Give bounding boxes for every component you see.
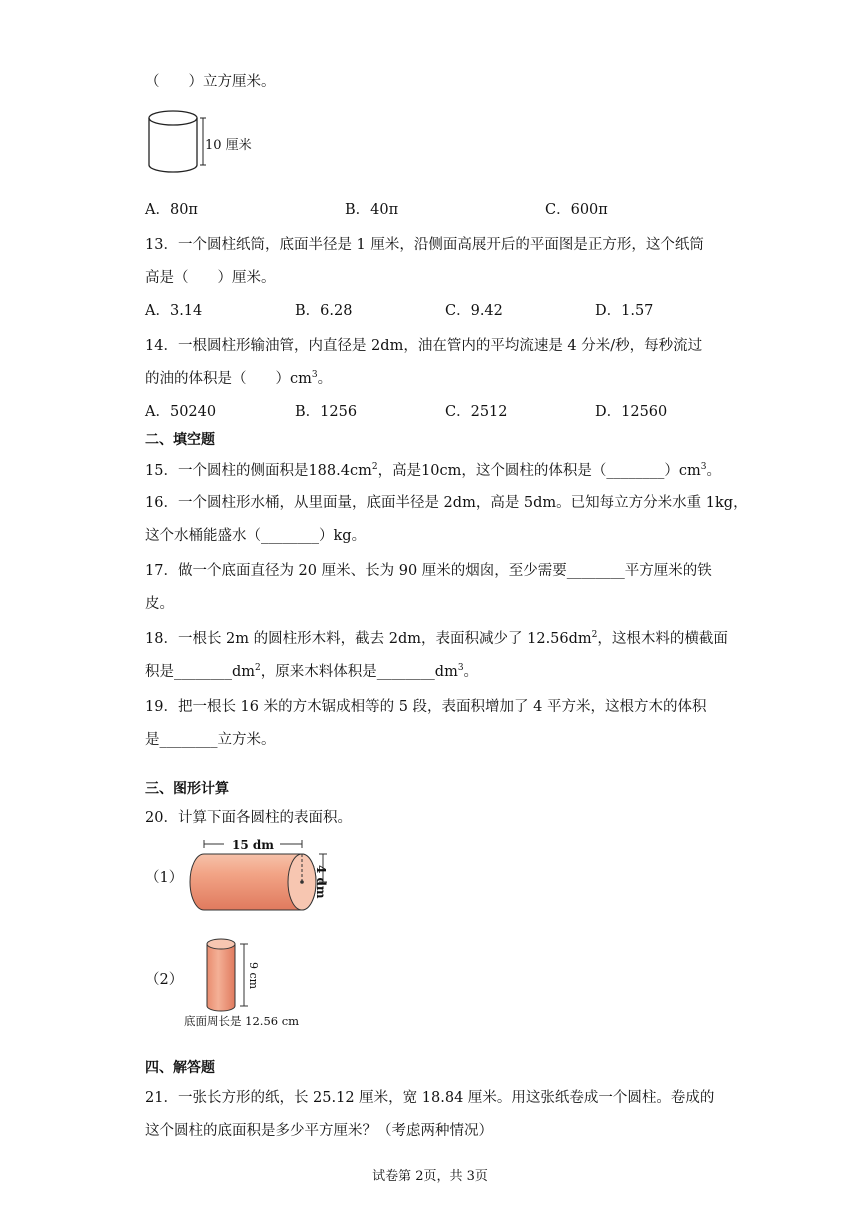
q16-line1: 16．一个圆柱形水桶，从里面量，底面半径是 2dm，高是 5dm。已知每立方分米水重 1kg， [145, 495, 748, 511]
q13-option-c: C．9.42 [445, 303, 503, 319]
q16-line2: 这个水桶能盛水（________）kg。 [145, 528, 367, 544]
q13-line1: 13．一个圆柱纸筒，底面半径是 1 厘米，沿侧面高展开后的平面图是正方形，这个纸筒 [145, 237, 704, 253]
q18-line2: 积是$\_\_\_\_\_\_\_\_dm^2$，原来木料体积是$\_\_\_\_\_\_\_\_dm^3$。 [145, 663, 479, 680]
q14-option-c: C．2512 [445, 404, 508, 420]
q14-option-d: D．12560 [595, 404, 668, 420]
q21-line1: 21．一张长方形的纸，长 25.12 厘米，宽 18.84 厘米。用这张纸卷成一个圆柱。卷成的 [145, 1090, 715, 1106]
q12-option-b: B．40π [345, 202, 399, 218]
q20-figure2-height-label: 9 cm [247, 962, 260, 990]
q21-line2: 这个圆柱的底面积是多少平方厘米？（考虑两种情况） [145, 1123, 493, 1139]
q14-option-a: A．50240 [145, 404, 217, 420]
q12-figure-height-label: 10 厘米 [205, 138, 252, 153]
q12-option-c: C．600π [545, 202, 608, 218]
q13-option-d: D．1.57 [595, 303, 654, 319]
q14-option-b: B．1256 [295, 404, 358, 420]
q18-line1: 18．一根长 2m 的圆柱形木料，截去 2dm，表面积减少了 $12.56dm^2$，这根木料的横截面 [145, 630, 728, 647]
q19-line1: 19．把一根长 16 米的方木锯成相等的 5 段，表面积增加了 4 平方米，这根方木的体积 [145, 699, 707, 715]
q15-line: 15．一个圆柱的侧面积是$188.4cm^2$，高是10cm，这个圆柱的体积是$(\_\_\_\_\_\_\_\_)cm^3$。 [145, 462, 722, 479]
q20-figure1-label: （1） [145, 870, 184, 886]
q14-line1: 14．一根圆柱形输油管，内直径是 2dm，油在管内的平均流速是 4 分米/秒，每秒流过 [145, 338, 703, 354]
section-3-heading: 三、图形计算 [145, 781, 229, 797]
q20-figure2-caption: 底面周长是 12.56 cm [184, 1014, 300, 1028]
q12-option-a: A．80π [145, 202, 198, 218]
page-footer: 试卷第 2页，共 3页 [372, 1169, 488, 1184]
q20-line1: 20．计算下面各圆柱的表面积。 [145, 810, 352, 826]
q14-line2: 的油的体积是（ ）$cm^3$。 [145, 370, 333, 387]
q17-line2: 皮。 [145, 596, 174, 612]
q13-line2: 高是（ ）厘米。 [145, 270, 276, 286]
q20-figure1-height-label: 4 dm [314, 865, 328, 899]
q20-figure2-label: （2） [145, 972, 184, 988]
q13-option-b: B．6.28 [295, 303, 353, 319]
q20-figure1-length-label: 15 dm [232, 838, 274, 852]
q17-line1: 17．做一个底面直径为 20 厘米、长为 90 厘米的烟囱，至少需要________平方厘米的铁 [145, 563, 712, 579]
section-2-heading: 二、填空题 [145, 432, 215, 448]
section-4-heading: 四、解答题 [145, 1060, 215, 1076]
q19-line2: 是________立方米。 [145, 732, 276, 748]
q12-tail: （ ）立方厘米。 [145, 74, 276, 90]
q13-option-a: A．3.14 [145, 303, 203, 319]
